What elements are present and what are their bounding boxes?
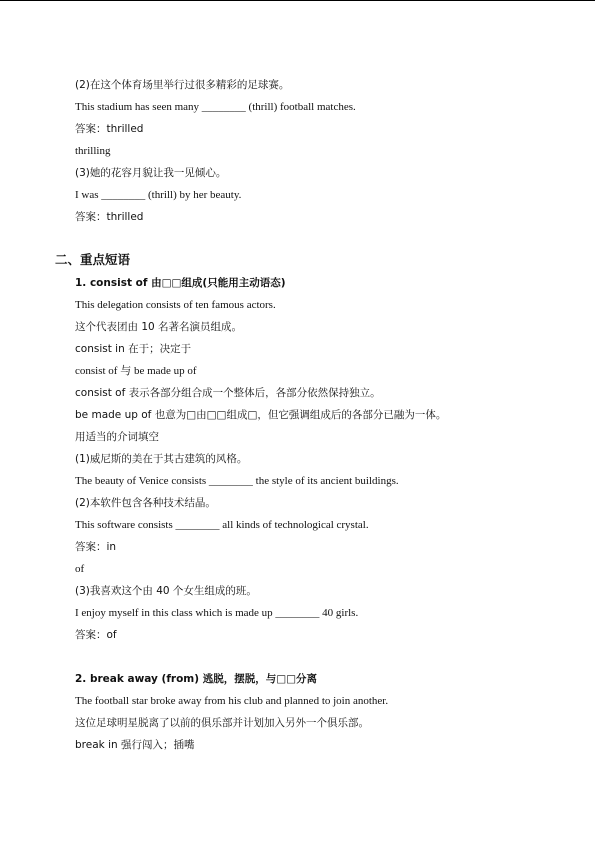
phrase-2-example-english: The football star broke away from his club and planned to join another. bbox=[75, 695, 389, 707]
exercise-2-english: This stadium has seen many ________ (thrill) football matches. bbox=[75, 101, 356, 113]
phrase-1-comparison: consist of 与 be made up of bbox=[75, 365, 197, 377]
exercise-2-answer-alt: thrilling bbox=[75, 145, 111, 157]
phrase-1-consist-of-note: consist of 表示各部分组合成一个整体后，各部分依然保持独立。 bbox=[75, 387, 381, 399]
phrase-1-consist-in: consist in 在于；决定于 bbox=[75, 343, 192, 355]
phrase-2-break-in: break in 强行闯入；插嘴 bbox=[75, 739, 195, 751]
exercise-3-chinese: (3)她的花容月貌让我一见倾心。 bbox=[75, 167, 227, 179]
phrase-1-exercise-instruction: 用适当的介词填空 bbox=[75, 431, 159, 443]
phrase-1-made-up-of-note: be made up of 也意为□由□□组成□，但它强调组成后的各部分已融为一体。 bbox=[75, 409, 447, 421]
exercise-3-answer: 答案：thrilled bbox=[75, 211, 144, 223]
phrase-2-heading: 2. break away (from) 逃脱，摆脱，与□□分离 bbox=[75, 673, 318, 685]
phrase-1-heading: 1. consist of 由□□组成(只能用主动语态) bbox=[75, 277, 286, 289]
phrase-1-answer-1: 答案：in bbox=[75, 541, 117, 553]
top-rule bbox=[0, 0, 595, 1]
phrase-1-exercise-1-english: The beauty of Venice consists ________ the style of its ancient buildings. bbox=[75, 475, 399, 487]
phrase-1-exercise-2-chinese: (2)本软件包含各种技术结晶。 bbox=[75, 497, 216, 509]
phrase-1-answer-2: of bbox=[75, 563, 85, 575]
phrase-1-answer-3: 答案：of bbox=[75, 629, 117, 641]
phrase-1-example-english: This delegation consists of ten famous actors. bbox=[75, 299, 276, 311]
phrase-1-exercise-3-english: I enjoy myself in this class which is made up ________ 40 girls. bbox=[75, 607, 359, 619]
exercise-3-english: I was ________ (thrill) by her beauty. bbox=[75, 189, 242, 201]
phrase-1-example-chinese: 这个代表团由 10 名著名演员组成。 bbox=[75, 321, 243, 333]
phrase-1-exercise-2-english: This software consists ________ all kinds of technological crystal. bbox=[75, 519, 369, 531]
exercise-2-answer: 答案：thrilled bbox=[75, 123, 144, 135]
phrase-1-exercise-3-chinese: (3)我喜欢这个由 40 个女生组成的班。 bbox=[75, 585, 257, 597]
phrase-1-exercise-1-chinese: (1)威尼斯的美在于其古建筑的风格。 bbox=[75, 453, 248, 465]
exercise-2-chinese: (2)在这个体育场里举行过很多精彩的足球赛。 bbox=[75, 79, 290, 91]
section-heading-key-phrases: 二、重点短语 bbox=[55, 252, 131, 267]
phrase-2-example-chinese: 这位足球明星脱离了以前的俱乐部并计划加入另外一个俱乐部。 bbox=[75, 717, 369, 729]
